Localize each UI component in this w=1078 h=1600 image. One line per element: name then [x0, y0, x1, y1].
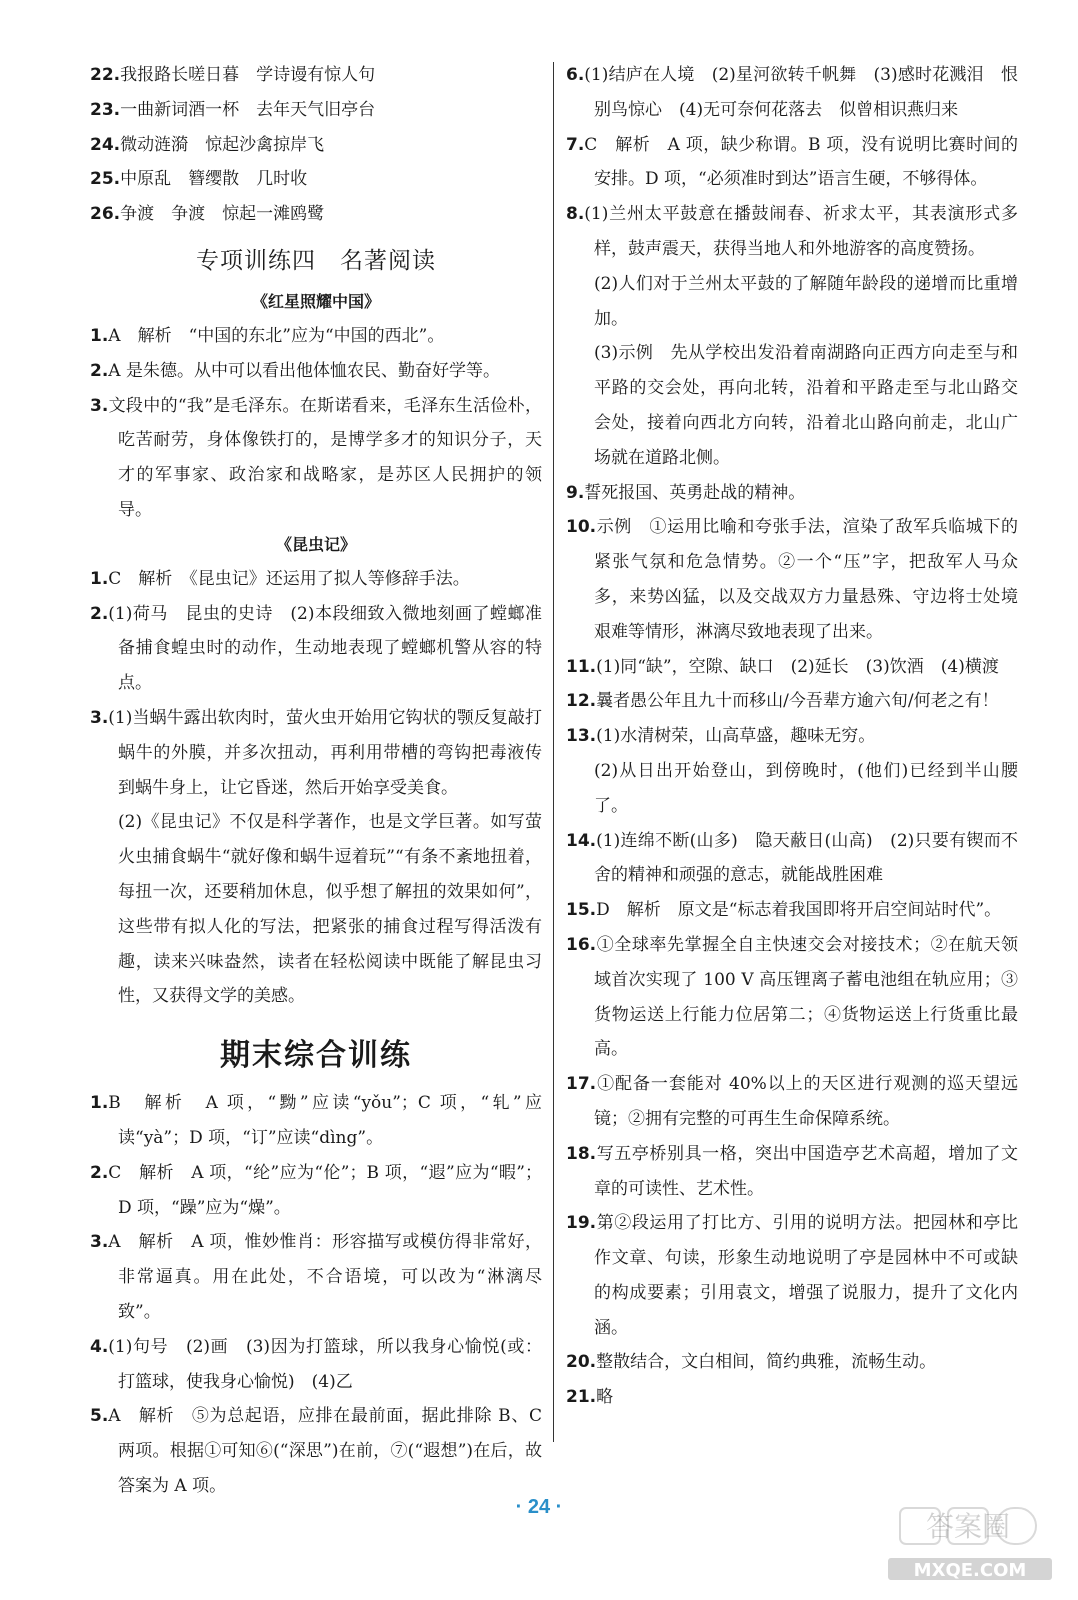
answer-text: 争渡 争渡 惊起一滩鸥鹭: [120, 204, 325, 225]
answer-item: [90, 93, 542, 128]
answer-number: 2.: [90, 603, 109, 624]
answer-number: 19.: [566, 1213, 597, 1234]
answer-item: [90, 319, 542, 354]
answer-item: [90, 701, 542, 805]
answer-text: 曩者愚公年且九十而移山/今吾辈方逾六旬/何老之有！: [596, 691, 999, 712]
answer-text: 整散结合，文白相间，简约典雅，流畅生动。: [596, 1352, 937, 1373]
answer-text: (1)荷马 昆虫的史诗 (2)本段细致入微地刻画了螳螂准备捕食蝗虫时的动作，生动地表现了螳螂机警从容的特点。: [108, 603, 542, 694]
answer-number: 14.: [566, 830, 597, 851]
insects-answers: [90, 562, 542, 1014]
answer-text: 中原乱 簪缨散 几时收: [120, 169, 308, 190]
answer-text: 一曲新词酒一杯 去年天气旧亭台: [120, 99, 376, 120]
answer-number: 20.: [566, 1352, 597, 1373]
watermark-text-bottom: MXQE.COM: [913, 1560, 1027, 1581]
answer-number: 5.: [90, 1406, 109, 1427]
answer-text: (1)同“缺”，空隙、缺口 (2)延长 (3)饮酒 (4)横渡: [596, 656, 999, 677]
answer-number: 6.: [566, 65, 585, 85]
answer-number: 3.: [90, 1232, 109, 1253]
left-column: [90, 58, 542, 1504]
watermark-text-top: 答案圈: [925, 1510, 1011, 1543]
watermark-logo: [880, 1500, 1060, 1590]
answer-text: B 解析 A 项，“黝”应读“yǒu”；C 项，“轧”应读“yà”；D 项，“订”应读“dìng”。: [108, 1093, 542, 1148]
answer-item: [566, 650, 1018, 685]
answer-number: 11.: [566, 656, 597, 677]
answer-item: [566, 336, 1018, 475]
answer-text: 微动涟漪 惊起沙禽掠岸飞: [120, 134, 325, 155]
answer-item: [566, 1067, 1018, 1137]
answer-number: 9.: [566, 482, 585, 503]
answer-text: (1)结庐在人境 (2)星河欲转千帆舞 (3)感时花溅泪 恨别鸟惊心 (4)无可奈何花落去 似曾相识燕归来: [584, 65, 1018, 120]
answer-item: [90, 805, 542, 1014]
answer-text: A 解析 A 项，惟妙惟肖：形容描写或模仿得非常好，非常逼真。用在此处，不合语境，可以改为“淋漓尽致”。: [108, 1232, 542, 1322]
final-exam-title: 期末综合训练: [220, 1038, 412, 1074]
answer-text: (1)句号 (2)画 (3)因为打篮球，所以我身心愉悦(或：打篮球，使我身心愉悦) (4)乙: [108, 1336, 542, 1392]
answer-number: 15.: [566, 900, 597, 921]
answer-number: 26.: [90, 204, 121, 225]
answer-item: [566, 928, 1018, 1067]
answer-item: [90, 162, 542, 197]
answer-number: 23.: [90, 99, 121, 120]
answer-number: 2.: [90, 360, 109, 381]
right-column: [566, 58, 1018, 1415]
answer-text: 我报路长嗟日暮 学诗谩有惊人句: [120, 65, 376, 85]
answer-item: [566, 824, 1018, 894]
answer-number: 22.: [90, 65, 121, 85]
answer-item: [566, 1345, 1018, 1380]
answer-text: A 解析 ⑤为总起语，应排在最前面，据此排除 B、C 两项。根据①可知⑥(“深思”)在前，⑦(“遐想”)在后，故答案为 A 项。: [108, 1406, 542, 1496]
column-divider: [553, 62, 554, 1442]
answer-item: [566, 754, 1018, 824]
answer-text: 第②段运用了打比方、引用的说明方法。把园林和亭比作文章、句读，形象生动地说明了亭是园林中不可或缺的构成要素；引用袁文，增强了说服力，提升了文化内涵。: [594, 1213, 1018, 1338]
answer-number: 3.: [90, 707, 109, 728]
answer-item: [566, 476, 1018, 511]
answer-number: 13.: [566, 726, 597, 747]
answer-number: 17.: [566, 1074, 597, 1095]
answer-number: 16.: [566, 934, 597, 955]
poetry-answers: [90, 58, 542, 232]
answer-number: 24.: [90, 134, 121, 155]
answer-item: [566, 684, 1018, 719]
answer-number: 1.: [90, 568, 109, 589]
answer-item: [566, 197, 1018, 267]
answer-text: 写五亭桥别具一格，突出中国造亭艺术高超，增加了文章的可读性、艺术性。: [594, 1143, 1018, 1199]
answer-number: 10.: [566, 517, 597, 538]
answer-text: A 是朱德。从中可以看出他体恤农民、勤奋好学等。: [108, 360, 500, 381]
answer-text: 略: [596, 1387, 614, 1408]
answer-text: (1)当蜗牛露出软肉时，萤火虫开始用它钩状的颚反复敲打蜗牛的外膜，并多次扭动，再利用带槽的弯钩把毒液传到蜗牛身上，让它昏迷，然后开始享受美食。: [108, 707, 542, 798]
answer-item: [566, 1380, 1018, 1415]
answer-item: [90, 1330, 542, 1400]
answer-item: [90, 128, 542, 163]
answer-item: [90, 1399, 542, 1503]
answer-item: [566, 1137, 1018, 1207]
answer-number: 8.: [566, 204, 585, 225]
answer-text: A 解析 “中国的东北”应为“中国的西北”。: [108, 325, 445, 346]
book-title-insects: 《昆虫记》: [275, 534, 356, 554]
answer-number: 7.: [566, 134, 585, 155]
answer-number: 1.: [90, 325, 109, 346]
answer-text: (1)水清树荣，山高草盛，趣味无穷。: [596, 726, 876, 747]
answer-text: C 解析 A 项，“纶”应为“伦”；B 项，“遐”应为“暇”；D 项，“躁”应为“燥”。: [108, 1162, 542, 1218]
answer-number: 18.: [566, 1143, 597, 1164]
answer-text: 示例 ①运用比喻和夸张手法，渲染了敌军兵临城下的紧张气氛和危急情势。②一个“压”字，把敌军人马众多，来势凶猛，以及交战双方力量悬殊、守边将士处境艰难等情形，淋漓尽致地表现了出来。: [594, 517, 1018, 642]
answer-text: (1)兰州太平鼓意在播鼓闹春、祈求太平，其表演形式多样，鼓声震天，获得当地人和外地游客的高度赞扬。: [584, 204, 1018, 259]
final-exam-answers-left: [90, 1086, 542, 1504]
page-number: · 24 ·: [515, 1496, 563, 1518]
answer-item: [566, 719, 1018, 754]
answer-item: [90, 1156, 542, 1226]
answer-number: 25.: [90, 169, 121, 190]
answer-text: C 解析 A 项，缺少称谓。B 项，没有说明比赛时间的安排。D 项，“必须准时到达”语言生硬，不够得体。: [584, 134, 1018, 190]
answer-number: 21.: [566, 1387, 597, 1408]
answer-item: [90, 562, 542, 597]
answer-number: 12.: [566, 691, 597, 712]
answer-item: [566, 128, 1018, 198]
answer-text: 文段中的“我”是毛泽东。在斯诺看来，毛泽东生活俭朴，吃苦耐劳，身体像铁打的，是博学多才的知识分子，天才的军事家、政治家和战略家，是苏区人民拥护的领导。: [108, 395, 542, 520]
answer-item: [90, 197, 542, 232]
answer-number: 3.: [90, 395, 109, 416]
answer-text: (2)从日出开始登山，到傍晚时，(他们)已经到半山腰了。: [594, 760, 1018, 816]
answer-text: (1)连绵不断(山多) 隐天蔽日(山高) (2)只要有锲而不舍的精神和顽强的意志，就能战胜困难: [594, 830, 1018, 886]
answer-item: [566, 893, 1018, 928]
book-title-red-star: 《红星照耀中国》: [251, 291, 380, 311]
red-star-answers: [90, 319, 542, 528]
answer-text: ①全球率先掌握全自主快速交会对接技术；②在航天领域首次实现了 100 V 高压锂离子蓄电池组在轨应用；③货物运送上行能力位居第二；④货物运送上行货重比最高。: [594, 934, 1018, 1060]
answer-item: [90, 1086, 542, 1156]
answer-text: ①配备一套能对 40%以上的天区进行观测的巡天望远镜；②拥有完整的可再生生命保障系统。: [594, 1074, 1018, 1129]
answer-number: 1.: [90, 1093, 109, 1114]
section-title-famous-books: 专项训练四 名著阅读: [196, 247, 436, 274]
answer-item: [566, 510, 1018, 649]
answer-item: [566, 267, 1018, 337]
answer-text: D 解析 原文是“标志着我国即将开启空间站时代”。: [596, 900, 1002, 921]
answer-text: C 解析 《昆虫记》还运用了拟人等修辞手法。: [108, 568, 470, 589]
answer-text: 誓死报国、英勇赴战的精神。: [584, 482, 806, 503]
answer-item: [566, 1206, 1018, 1345]
answer-item: [90, 1225, 542, 1329]
final-exam-answers-right: [566, 58, 1018, 1415]
answer-item: [90, 58, 542, 93]
answer-item: [90, 354, 542, 389]
answer-text: (2)《昆虫记》不仅是科学著作，也是文学巨著。如写萤火虫捕食蜗牛“就好像和蜗牛逗着玩”“有条不紊地扭着，每扭一次，还要稍加休息，似乎想了解扭的效果如何”，这些带有拟人化的写法，把紧张的捕食过程写得活泼有趣，读来兴味盎然，读者在轻松阅读中既能了解昆虫习性，又获得文学的美感。: [118, 812, 542, 1007]
answer-item: [90, 597, 542, 701]
answer-number: 4.: [90, 1336, 109, 1357]
answer-text: (3)示例 先从学校出发沿着南湖路向正西方向走至与和平路的交会处，再向北转，沿着和平路走至与北山路交会处，接着向西北方向转，沿着北山路向前走，北山广场就在道路北侧。: [594, 343, 1018, 468]
answer-item: [90, 389, 542, 528]
answer-number: 2.: [90, 1162, 109, 1183]
answer-item: [566, 58, 1018, 128]
answer-text: (2)人们对于兰州太平鼓的了解随年龄段的递增而比重增加。: [594, 273, 1018, 329]
